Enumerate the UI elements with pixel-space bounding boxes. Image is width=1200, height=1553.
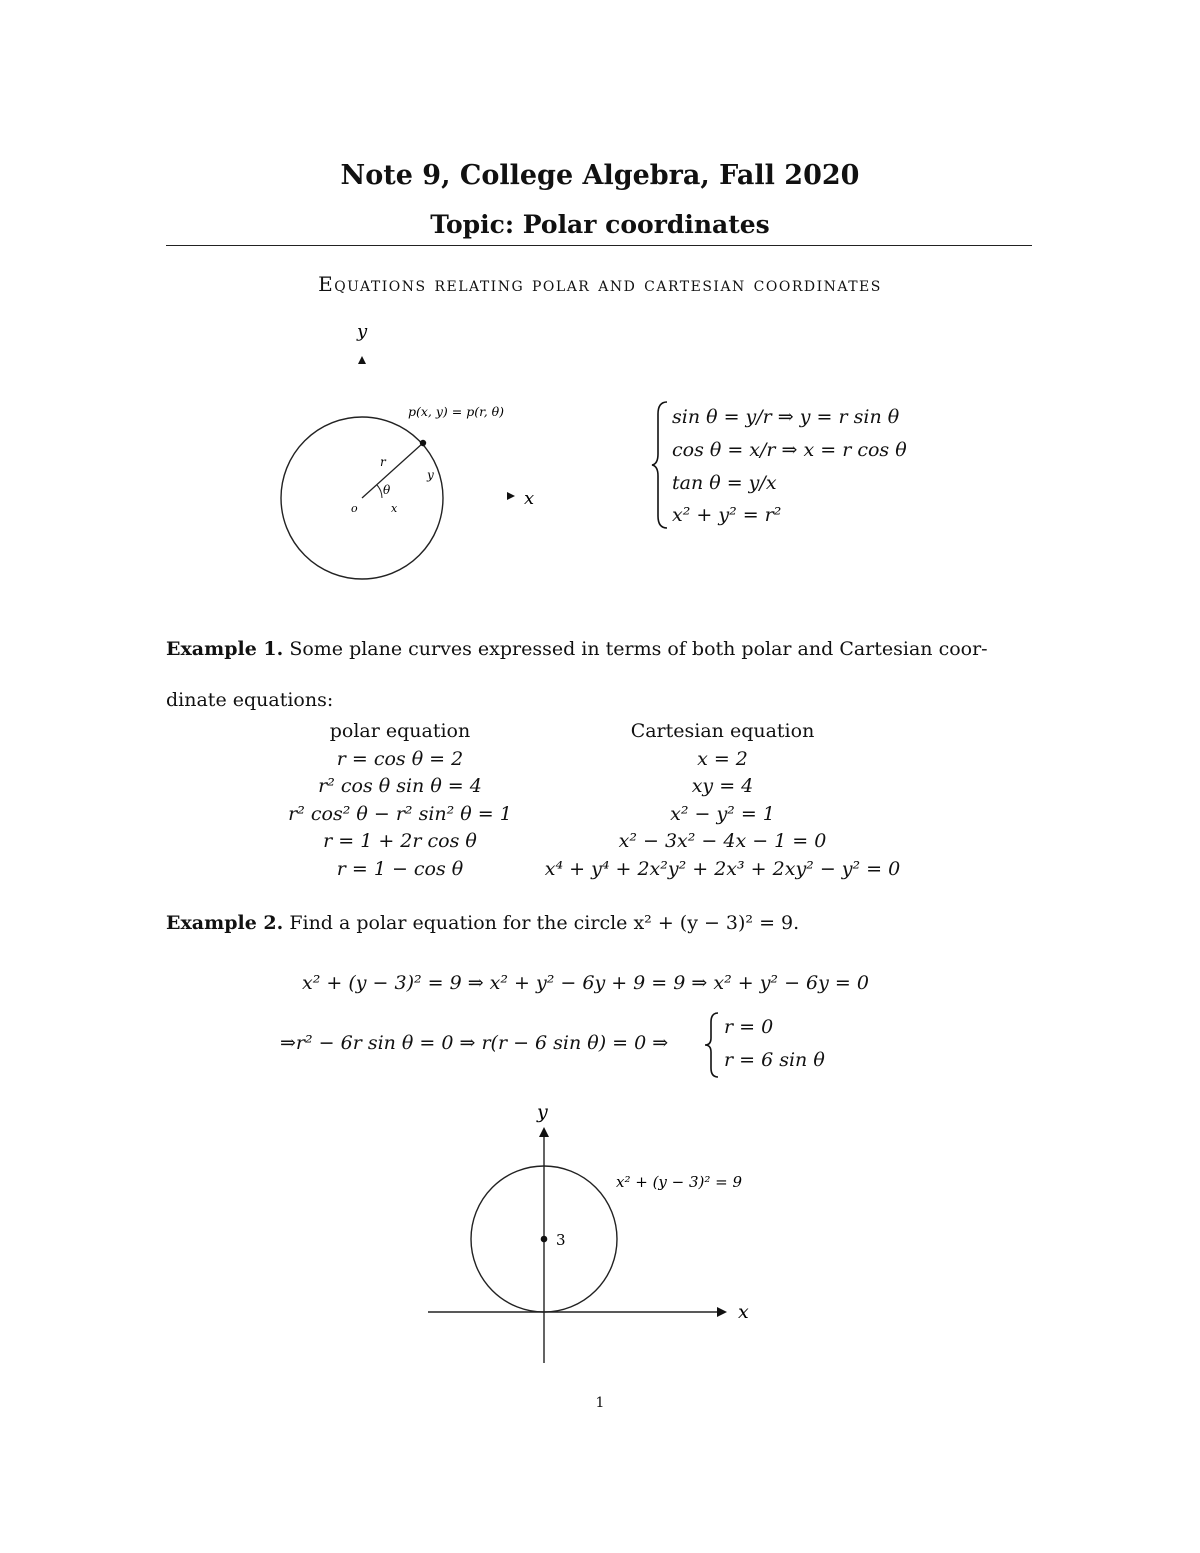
left-brace: [650, 398, 670, 533]
relation-tan: tan θ = y/x: [672, 472, 777, 494]
center-label: 3: [556, 1231, 566, 1249]
cartesian-eq: x² − 3x² − 4x − 1 = 0: [618, 830, 827, 852]
y-axis-arrow: [539, 1127, 549, 1137]
y-axis-arrow: [358, 356, 366, 364]
example2-derivation-2: ⇒r² − 6r sin θ = 0 ⇒ r(r − 6 sin θ) = 0 ⇒: [280, 1032, 669, 1054]
circle-graph: [420, 1095, 780, 1375]
example2-derivation-1: x² + (y − 3)² = 9 ⇒ x² + y² − 6y + 9 = 9 ⇒ x² + y² − 6y = 0: [302, 972, 869, 994]
y-axis-label: y: [537, 1101, 548, 1123]
polar-diagram: [260, 315, 560, 595]
polar-eq: r = 1 + 2r cos θ: [323, 830, 477, 852]
cartesian-eq: x⁴ + y⁴ + 2x²y² + 2x³ + 2xy² − y² = 0: [544, 857, 901, 880]
relation-sin: sin θ = y/r ⇒ y = r sin θ: [672, 406, 900, 428]
polar-header: polar equation: [329, 720, 471, 742]
case-r-zero: r = 0: [724, 1016, 774, 1038]
x-axis-arrow: [507, 492, 515, 500]
cartesian-eq: x = 2: [697, 747, 748, 770]
page-title: Note 9, College Algebra, Fall 2020: [340, 160, 860, 191]
center-point: [541, 1236, 548, 1243]
page-number: 1: [595, 1395, 605, 1411]
circle-equation-label: x² + (y − 3)² = 9: [616, 1173, 743, 1191]
point-label: p(x, y) = p(r, θ): [408, 404, 505, 419]
section-heading: Equations relating polar and cartesian coordinates: [318, 272, 882, 296]
leg-x-label: x: [391, 502, 398, 515]
example1-paragraph: [166, 638, 988, 660]
x-axis-label: x: [738, 1301, 749, 1323]
example1-label: Example 1.: [166, 638, 284, 660]
polar-eq: r = cos θ = 2: [336, 747, 464, 770]
relation-cos: cos θ = x/r ⇒ x = r cos θ: [672, 439, 907, 461]
angle-arc: [377, 485, 382, 498]
x-axis-arrow: [717, 1307, 727, 1317]
topic-heading: Topic: Polar coordinates: [430, 210, 770, 239]
cartesian-eq: x² − y² = 1: [670, 802, 775, 825]
x-axis-label: x: [524, 488, 535, 509]
case-r-6sin: r = 6 sin θ: [724, 1049, 825, 1071]
point-p: [420, 440, 426, 446]
title-rule: [166, 245, 1032, 246]
angle-label: θ: [383, 483, 391, 497]
example1-text: Some plane curves expressed in terms of both polar and Cartesian coor-: [289, 638, 988, 660]
example2-text: Find a polar equation for the circle x² + (y − 3)² = 9.: [289, 912, 800, 934]
y-axis-label: y: [357, 321, 368, 342]
polar-eq: r = 1 − cos θ: [336, 857, 464, 880]
radius-label: r: [380, 455, 386, 469]
leg-y-label: y: [427, 468, 434, 482]
cartesian-column: [515, 718, 930, 883]
radius-line: [362, 443, 423, 498]
relation-pythagoras: x² + y² = r²: [672, 504, 782, 526]
polar-eq: r² cos² θ − r² sin² θ = 1: [288, 802, 512, 825]
polar-column: [270, 718, 530, 883]
example2-paragraph: [166, 912, 799, 934]
relations-system: [650, 398, 990, 533]
cartesian-header: Cartesian equation: [630, 720, 815, 742]
polar-eq: r² cos θ sin θ = 4: [318, 775, 482, 797]
cartesian-eq: xy = 4: [691, 775, 754, 797]
example1-text-cont: dinate equations:: [166, 689, 334, 711]
example2-label: Example 2.: [166, 912, 284, 934]
origin-label: o: [351, 502, 358, 515]
